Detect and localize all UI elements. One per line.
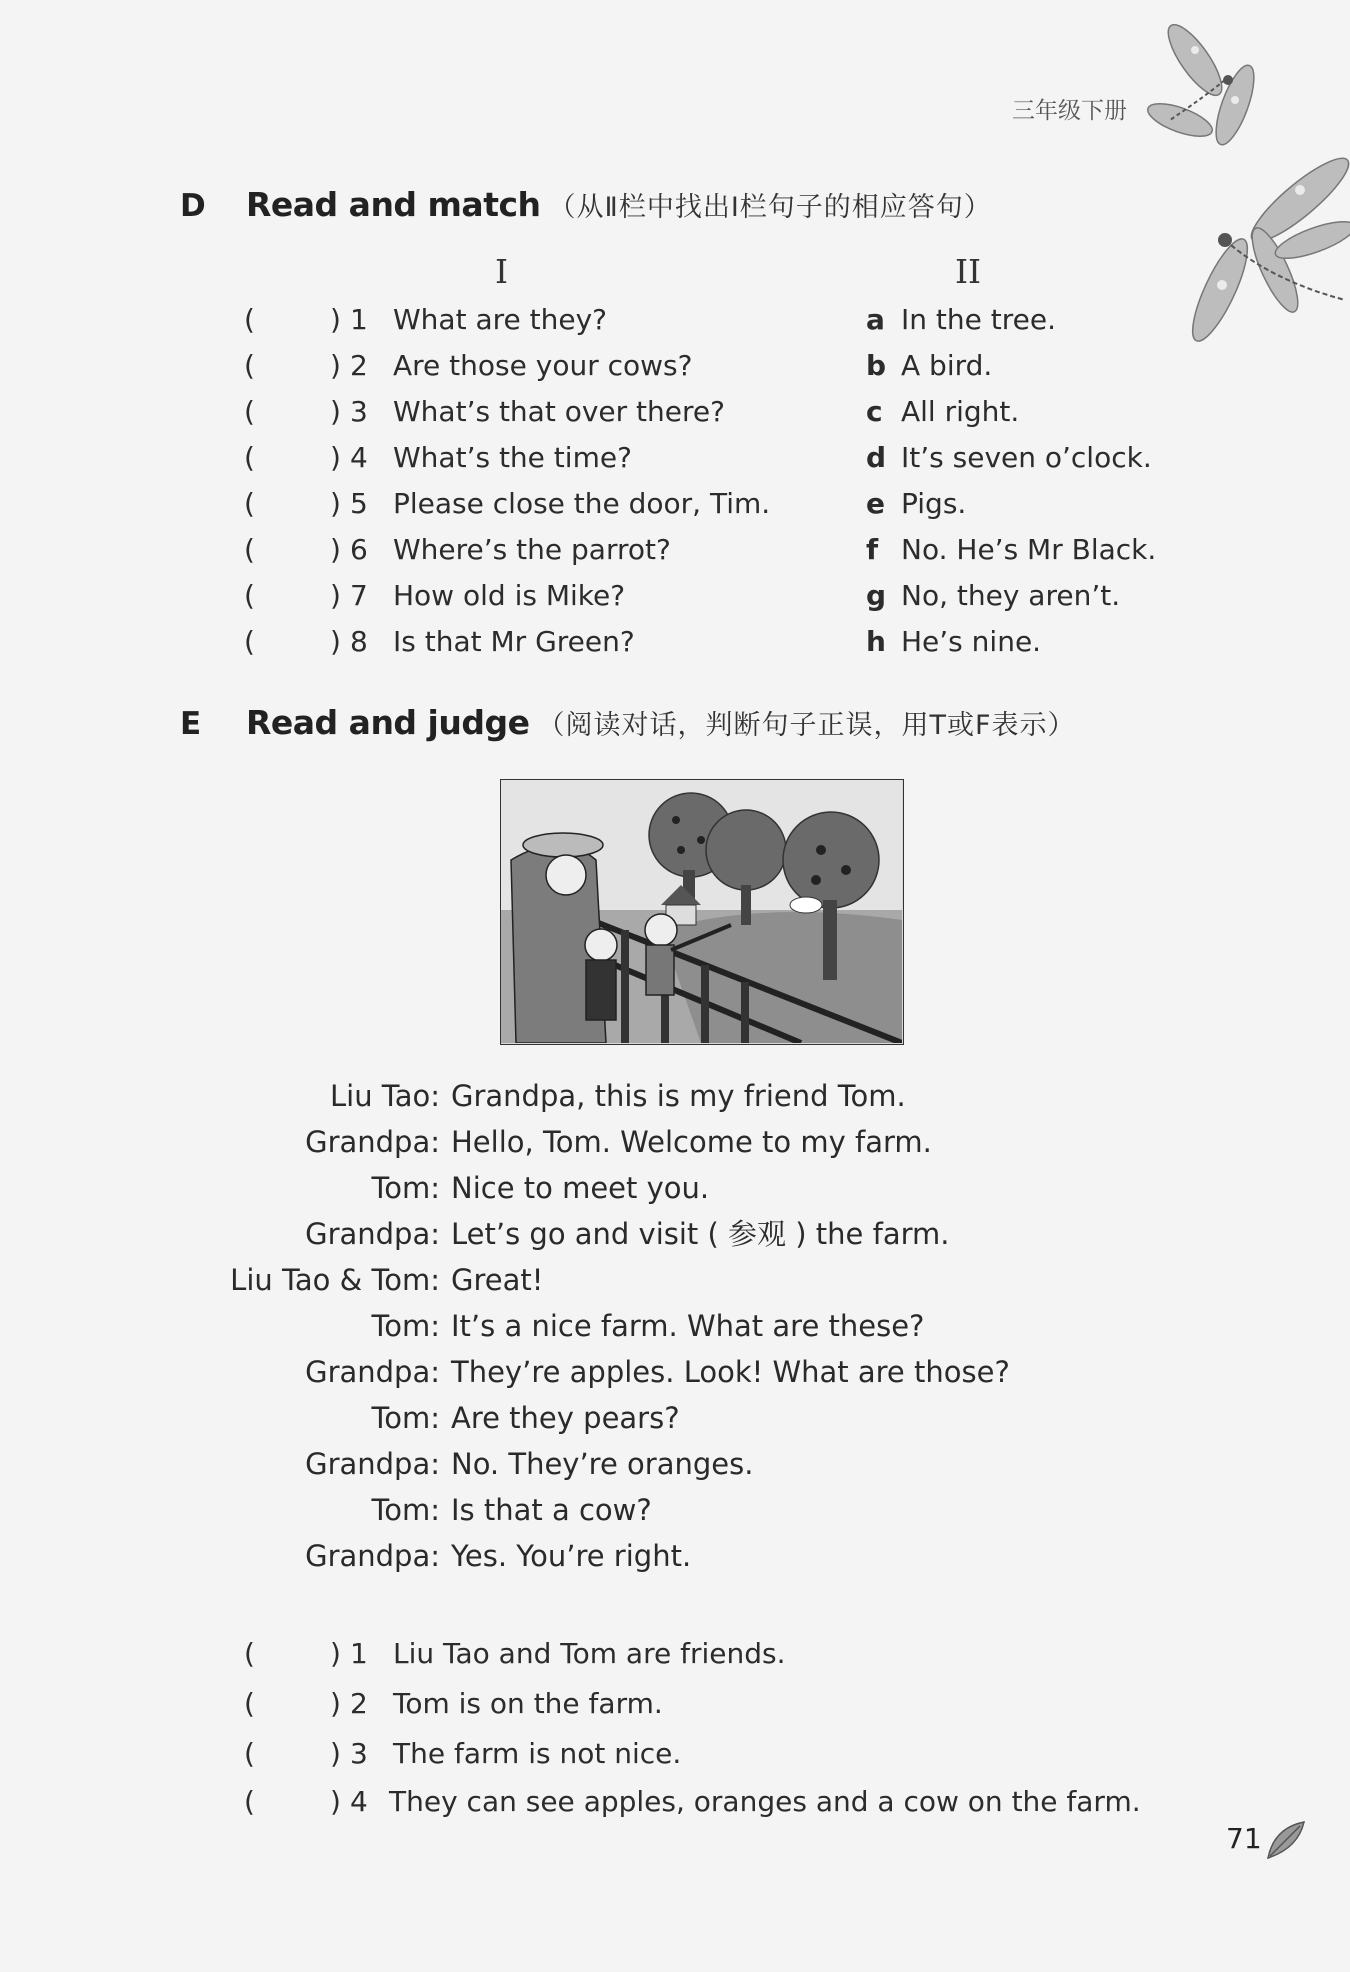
question-number: 2 xyxy=(350,349,368,382)
answer-text: No. He’s Mr Black. xyxy=(901,533,1157,566)
dialogue-text: It’s a nice farm. What are these? xyxy=(451,1309,925,1343)
answer-text: It’s seven o’clock. xyxy=(901,441,1152,474)
column-two-label: II xyxy=(955,252,982,291)
speaker: Grandpa: xyxy=(305,1217,440,1251)
dialogue-text: Let’s go and visit ( 参观 ) the farm. xyxy=(451,1217,950,1251)
question-number: 4 xyxy=(350,441,368,474)
section-title: Read and match xyxy=(246,185,541,224)
question-number: 5 xyxy=(350,487,368,520)
grade-label: 三年级下册 xyxy=(1012,98,1127,124)
farm-scene-image xyxy=(501,780,902,1043)
dialogue-text: No. They’re oranges. xyxy=(451,1447,754,1481)
answer-letter: g xyxy=(866,579,887,612)
statement-number: 4 xyxy=(350,1785,368,1818)
dragonfly-decoration xyxy=(1140,10,1350,360)
question-number: 7 xyxy=(350,579,368,612)
answer-letter: h xyxy=(866,625,886,658)
question-text: Is that Mr Green? xyxy=(393,625,635,658)
question-number: 3 xyxy=(350,395,368,428)
dialogue-text: Great! xyxy=(451,1263,544,1297)
answer-text: In the tree. xyxy=(901,303,1056,336)
answer-text: No, they aren’t. xyxy=(901,579,1121,612)
answer-text: He’s nine. xyxy=(901,625,1042,658)
answer-text: A bird. xyxy=(901,349,993,382)
speaker: Grandpa: xyxy=(305,1447,440,1481)
speaker: Tom: xyxy=(371,1309,440,1343)
speaker: Grandpa: xyxy=(305,1125,440,1159)
answer-letter: f xyxy=(866,533,879,566)
question-text: How old is Mike? xyxy=(393,579,626,612)
dialogue-line xyxy=(0,1166,1350,1210)
dialogue-line xyxy=(0,1350,1350,1394)
question-text: What’s the time? xyxy=(393,441,632,474)
speaker: Tom: xyxy=(371,1401,440,1435)
statement-text: They can see apples, oranges and a cow on the farm. xyxy=(389,1785,1141,1818)
dialogue-text: Are they pears? xyxy=(451,1401,680,1435)
statement-text: Liu Tao and Tom are friends. xyxy=(393,1637,786,1670)
dialogue-text: Is that a cow? xyxy=(451,1493,652,1527)
workbook-page: 三年级下册 D Read and match （从Ⅱ栏中找出Ⅰ栏句子的相应答句） I II ( ) 1 What are they? a In the tree. ( ) 2 Are those your cows? b A bird. ( ) 3 What’s that over there? c All right. ( ) 4 What’s the time? d It’s seven o’clock. ( ) 5 Please close the door, Tim. e Pigs. ( ) 6 Where’s the parrot? f No. He’s Mr Black. ( ) 7 How old is Mike? g No, they aren’t. ( ) 8 Is that Mr Green? h He’s nine. E Read and judge （阅读对话，判断句子正误，用T或F表示） Liu Tao: Grandpa, this is my friend Tom. Grandpa: Hello, Tom. Welcome to my farm. Tom: Nice to meet you. Grandpa: Let’s go and visit ( 参观 ) the farm. Liu Tao & Tom: Great! Tom: It’s a nice farm. What are these? Grandpa: They’re apples. Look! What are those? Tom: Are they pears? Grandpa: No. They’re oranges. Tom: Is that a cow? Grandpa: Yes. You’re right. ( ) 1 Liu Tao and Tom are friends. ( ) 2 Tom is on the farm. ( ) 3 The farm is not nice. ( ) 4 They can see apples, oranges and a cow on the farm. 71 xyxy=(0,0,1350,1972)
dialogue-text: Hello, Tom. Welcome to my farm. xyxy=(451,1125,932,1159)
statement-number: 3 xyxy=(350,1737,368,1770)
section-instruction: （阅读对话，判断句子正误，用T或F表示） xyxy=(537,710,1076,741)
answer-text: All right. xyxy=(901,395,1020,428)
dialogue-text: They’re apples. Look! What are those? xyxy=(451,1355,1010,1389)
dialogue-text: Nice to meet you. xyxy=(451,1171,710,1205)
question-text: Are those your cows? xyxy=(393,349,693,382)
judge-row: ( ) 4 They can see apples, oranges and a cow on the farm. xyxy=(0,1782,1350,1822)
dialogue-line xyxy=(0,1442,1350,1486)
answer-letter: d xyxy=(866,441,887,474)
speaker: Tom: xyxy=(371,1171,440,1205)
question-text: Please close the door, Tim. xyxy=(393,487,771,520)
dialogue-text: Yes. You’re right. xyxy=(451,1539,692,1573)
section-letter: E xyxy=(180,706,202,742)
question-text: Where’s the parrot? xyxy=(393,533,671,566)
dialogue-line xyxy=(0,1304,1350,1348)
answer-letter: c xyxy=(866,395,883,428)
speaker: Grandpa: xyxy=(305,1539,440,1573)
section-letter: D xyxy=(180,188,206,224)
dialogue-line xyxy=(0,1258,1350,1302)
column-one-label: I xyxy=(495,252,509,291)
question-number: 6 xyxy=(350,533,368,566)
statement-number: 2 xyxy=(350,1687,368,1720)
answer-letter: b xyxy=(866,349,887,382)
statement-number: 1 xyxy=(350,1637,368,1670)
farm-illustration xyxy=(500,779,904,1045)
statement-text: Tom is on the farm. xyxy=(393,1687,663,1720)
answer-letter: e xyxy=(866,487,885,520)
dialogue-text: Grandpa, this is my friend Tom. xyxy=(451,1079,906,1113)
section-e-heading xyxy=(180,703,1076,742)
statement-text: The farm is not nice. xyxy=(393,1737,682,1770)
judge-row: ( ) 1 Liu Tao and Tom are friends. xyxy=(0,1634,1350,1674)
section-d-heading xyxy=(180,185,992,224)
speaker: Liu Tao & Tom: xyxy=(230,1263,440,1297)
question-number: 1 xyxy=(350,303,368,336)
page-number: 71 xyxy=(1226,1822,1262,1855)
dialogue-line xyxy=(0,1120,1350,1164)
question-text: What are they? xyxy=(393,303,608,336)
judge-row: ( ) 2 Tom is on the farm. xyxy=(0,1684,1350,1724)
dialogue-line xyxy=(0,1074,1350,1118)
question-number: 8 xyxy=(350,625,368,658)
question-text: What’s that over there? xyxy=(393,395,725,428)
speaker: Liu Tao: xyxy=(329,1079,440,1113)
section-instruction: （从Ⅱ栏中找出Ⅰ栏句子的相应答句） xyxy=(548,192,992,223)
section-title: Read and judge xyxy=(246,703,530,742)
judge-row: ( ) 3 The farm is not nice. xyxy=(0,1734,1350,1774)
leaf-icon xyxy=(1264,1818,1310,1862)
dialogue-line xyxy=(0,1534,1350,1578)
answer-letter: a xyxy=(866,303,885,336)
speaker: Tom: xyxy=(371,1493,440,1527)
dialogue-line xyxy=(0,1396,1350,1440)
dialogue-line xyxy=(0,1488,1350,1532)
dialogue-line xyxy=(0,1212,1350,1256)
answer-text: Pigs. xyxy=(901,487,967,520)
speaker: Grandpa: xyxy=(305,1355,440,1389)
